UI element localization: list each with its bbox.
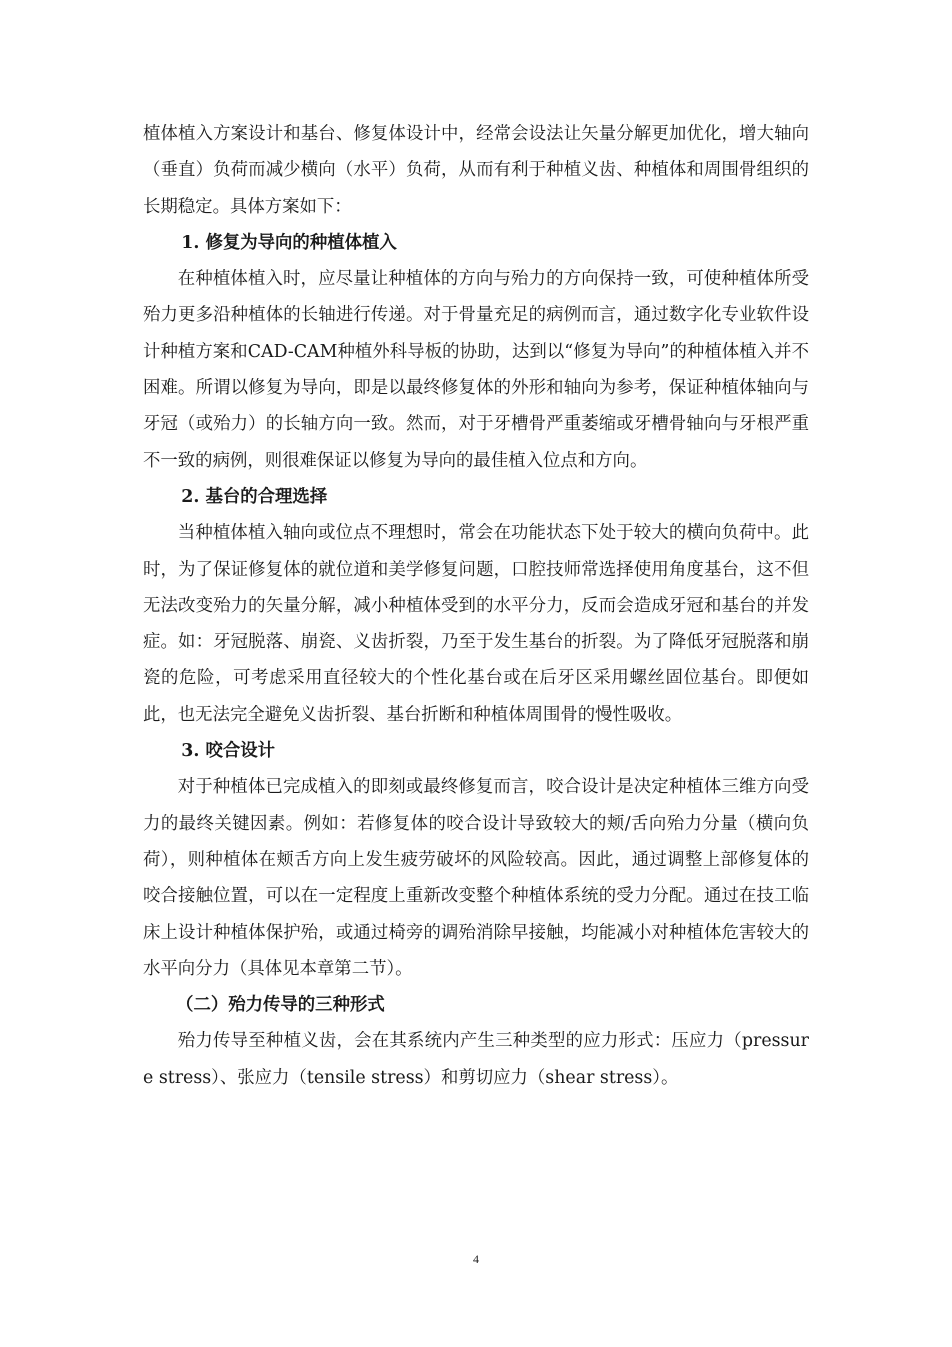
paragraph-occlusal-design: 对于种植体已完成植入的即刻或最终修复而言，咬合设计是决定种植体三维方向受力的最终关键因素。例如：若修复体的咬合设计导致较大的颊/舌向殆力分量（横向负荷），则种植体在颊舌方向上发生疲劳破坏的风险较高。因此，通过调整上部修复体的咬合接触位置，可以在一定程度上重新改变整个种植体系统的受力分配。通过在技工临床上设计种植体保护殆，或通过椅旁的调殆消除早接触，均能减小对种植体危害较大的水平向分力（具体见本章第二节）。 [143, 777, 809, 979]
page-number: 4 [473, 1252, 479, 1266]
section-heading-1: 1. 修复为导向的种植体植入 [181, 232, 397, 253]
paragraph-abutment-selection: 当种植体植入轴向或位点不理想时，常会在功能状态下处于较大的横向负荷中。此时，为了保证修复体的就位道和美学修复问题，口腔技师常选择使用角度基台，这不但无法改变殆力的矢量分解，减小种植体受到的水平分力，反而会造成牙冠和基台的并发症。如：牙冠脱落、崩瓷、义齿折裂，乃至于发生基台的折裂。为了降低牙冠脱落和崩瓷的危险，可考虑采用直径较大的个性化基台或在后牙区采用螺丝固位基台。即便如此，也无法完全避免义齿折裂、基台折断和种植体周围骨的慢性吸收。 [143, 523, 809, 725]
paragraph-implant-placement: 在种植体植入时，应尽量让种植体的方向与殆力的方向保持一致，可使种植体所受殆力更多沿种植体的长轴进行传递。对于骨量充足的病例而言，通过数字化专业软件设计种植方案和CAD-CAM种植外科导板的协助，达到以“修复为导向”的种植体植入并不困难。所谓以修复为导向，即是以最终修复体的外形和轴向为参考，保证种植体轴向与牙冠（或殆力）的长轴方向一致。然而，对于牙槽骨严重萎缩或牙槽骨轴向与牙根严重不一致的病例，则很难保证以修复为导向的最佳植入位点和方向。 [143, 269, 809, 471]
page-content [143, 116, 809, 1096]
section-heading-2: 2. 基台的合理选择 [181, 486, 328, 507]
section-heading-3: 3. 咬合设计 [181, 741, 276, 762]
paragraph-stress-types: 殆力传导至种植义齿，会在其系统内产生三种类型的应力形式：压应力（pressure stress）、张应力（tensile stress）和剪切应力（shear stress）。 [143, 1031, 809, 1088]
paragraph-intro: 植体植入方案设计和基台、修复体设计中，经常会设法让矢量分解更加优化，增大轴向（垂直）负荷而减少横向（水平）负荷，从而有利于种植义齿、种植体和周围骨组织的长期稳定。具体方案如下： [143, 124, 809, 217]
subsection-heading-force-transmission: （二）殆力传导的三种形式 [176, 995, 385, 1016]
